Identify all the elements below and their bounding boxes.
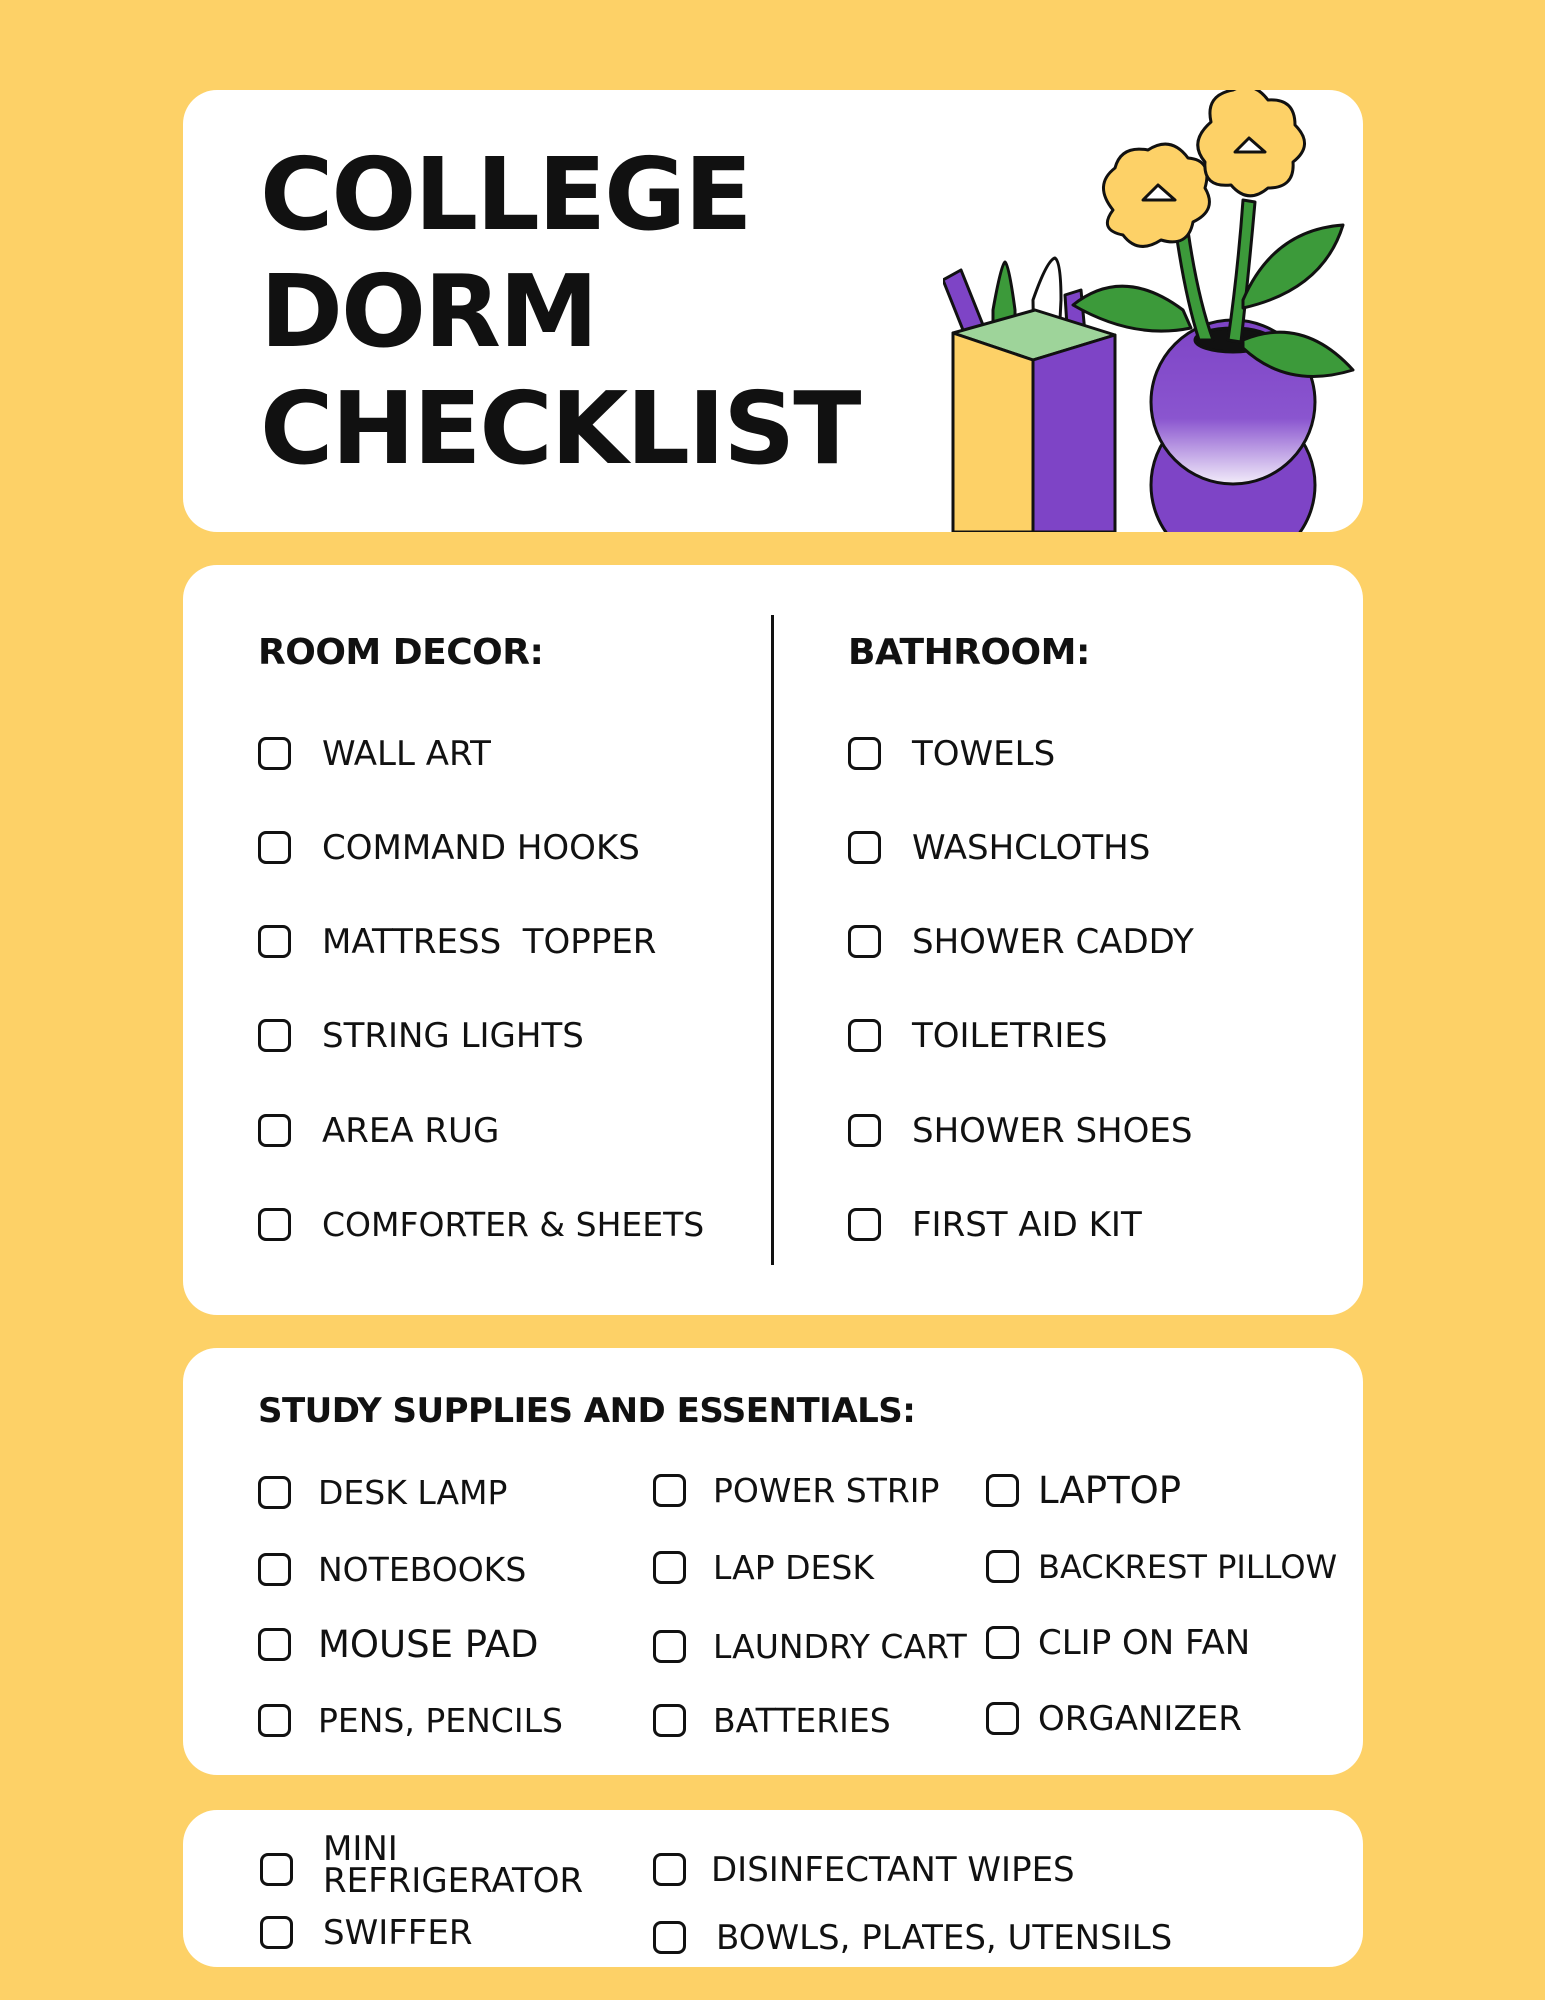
item-label: DISINFECTANT WIPES xyxy=(711,1850,1075,1890)
checkbox[interactable] xyxy=(653,1630,686,1663)
item-label: AREA RUG xyxy=(322,1111,500,1151)
checkbox[interactable] xyxy=(653,1474,686,1507)
checkbox[interactable] xyxy=(653,1704,686,1737)
study-supplies-card xyxy=(183,1348,1363,1775)
item-label: NOTEBOOKS xyxy=(318,1550,527,1589)
item-label: TOWELS xyxy=(912,734,1056,774)
study-heading: STUDY SUPPLIES AND ESSENTIALS: xyxy=(258,1391,916,1431)
title-line-3: CHECKLIST xyxy=(260,370,860,487)
checkbox[interactable] xyxy=(258,1208,291,1241)
checkbox[interactable] xyxy=(986,1702,1019,1735)
checkbox[interactable] xyxy=(258,925,291,958)
checkbox[interactable] xyxy=(260,1853,293,1886)
item-label: WASHCLOTHS xyxy=(912,828,1151,868)
checkbox[interactable] xyxy=(848,831,881,864)
item-label: LAPTOP xyxy=(1038,1469,1182,1512)
item-label: LAUNDRY CART xyxy=(713,1627,967,1666)
checkbox[interactable] xyxy=(258,1704,291,1737)
item-label: BATTERIES xyxy=(713,1701,891,1740)
yellow-flower-icon xyxy=(1103,90,1304,246)
title-line-2: DORM xyxy=(260,253,597,370)
item-label: COMMAND HOOKS xyxy=(322,828,640,868)
item-label: FIRST AID KIT xyxy=(912,1205,1142,1245)
item-label: WALL ART xyxy=(322,734,491,774)
item-label: SHOWER CADDY xyxy=(912,922,1194,962)
item-label: PENS, PENCILS xyxy=(318,1701,563,1740)
checkbox[interactable] xyxy=(258,1553,291,1586)
checkbox[interactable] xyxy=(848,1114,881,1147)
checkbox[interactable] xyxy=(848,737,881,770)
item-label: CLIP ON FAN xyxy=(1038,1623,1251,1663)
checkbox[interactable] xyxy=(258,1628,291,1661)
checkbox[interactable] xyxy=(258,831,291,864)
item-label: LAP DESK xyxy=(713,1548,874,1587)
room-decor-and-bathroom-card xyxy=(183,565,1363,1315)
title-line-1: COLLEGE xyxy=(260,136,751,253)
column-divider xyxy=(771,615,774,1265)
pencil-cup-icon xyxy=(953,310,1115,532)
room-decor-heading: ROOM DECOR: xyxy=(258,632,544,673)
item-label: STRING LIGHTS xyxy=(322,1016,584,1056)
checkbox[interactable] xyxy=(258,737,291,770)
item-label: SWIFFER xyxy=(323,1913,473,1953)
checkbox[interactable] xyxy=(848,1208,881,1241)
checkbox[interactable] xyxy=(260,1916,293,1949)
bathroom-heading: BATHROOM: xyxy=(848,632,1090,673)
item-label: DESK LAMP xyxy=(318,1473,508,1512)
pencil-cup-and-flower-vase-illustration xyxy=(943,90,1363,532)
item-label: SHOWER SHOES xyxy=(912,1111,1193,1151)
item-label: BOWLS, PLATES, UTENSILS xyxy=(716,1918,1173,1958)
checkbox[interactable] xyxy=(258,1476,291,1509)
item-label: MATTRESS TOPPER xyxy=(322,922,657,962)
item-label: COMFORTER & SHEETS xyxy=(322,1205,705,1244)
item-label: BACKREST PILLOW xyxy=(1038,1548,1338,1586)
checkbox[interactable] xyxy=(653,1551,686,1584)
item-label: TOILETRIES xyxy=(912,1016,1108,1056)
checkbox[interactable] xyxy=(848,1019,881,1052)
checkbox[interactable] xyxy=(258,1114,291,1147)
item-label: MOUSE PAD xyxy=(318,1623,539,1666)
extra-items-card xyxy=(183,1810,1363,1967)
item-label: ORGANIZER xyxy=(1038,1699,1242,1739)
item-label: MINI REFRIGERATOR xyxy=(323,1829,584,1901)
checkbox[interactable] xyxy=(653,1921,686,1954)
checkbox[interactable] xyxy=(653,1853,686,1886)
checkbox[interactable] xyxy=(986,1474,1019,1507)
checkbox[interactable] xyxy=(258,1019,291,1052)
checkbox[interactable] xyxy=(986,1550,1019,1583)
checkbox[interactable] xyxy=(848,925,881,958)
checkbox[interactable] xyxy=(986,1626,1019,1659)
title-card xyxy=(183,90,1363,532)
item-label: POWER STRIP xyxy=(713,1471,940,1510)
